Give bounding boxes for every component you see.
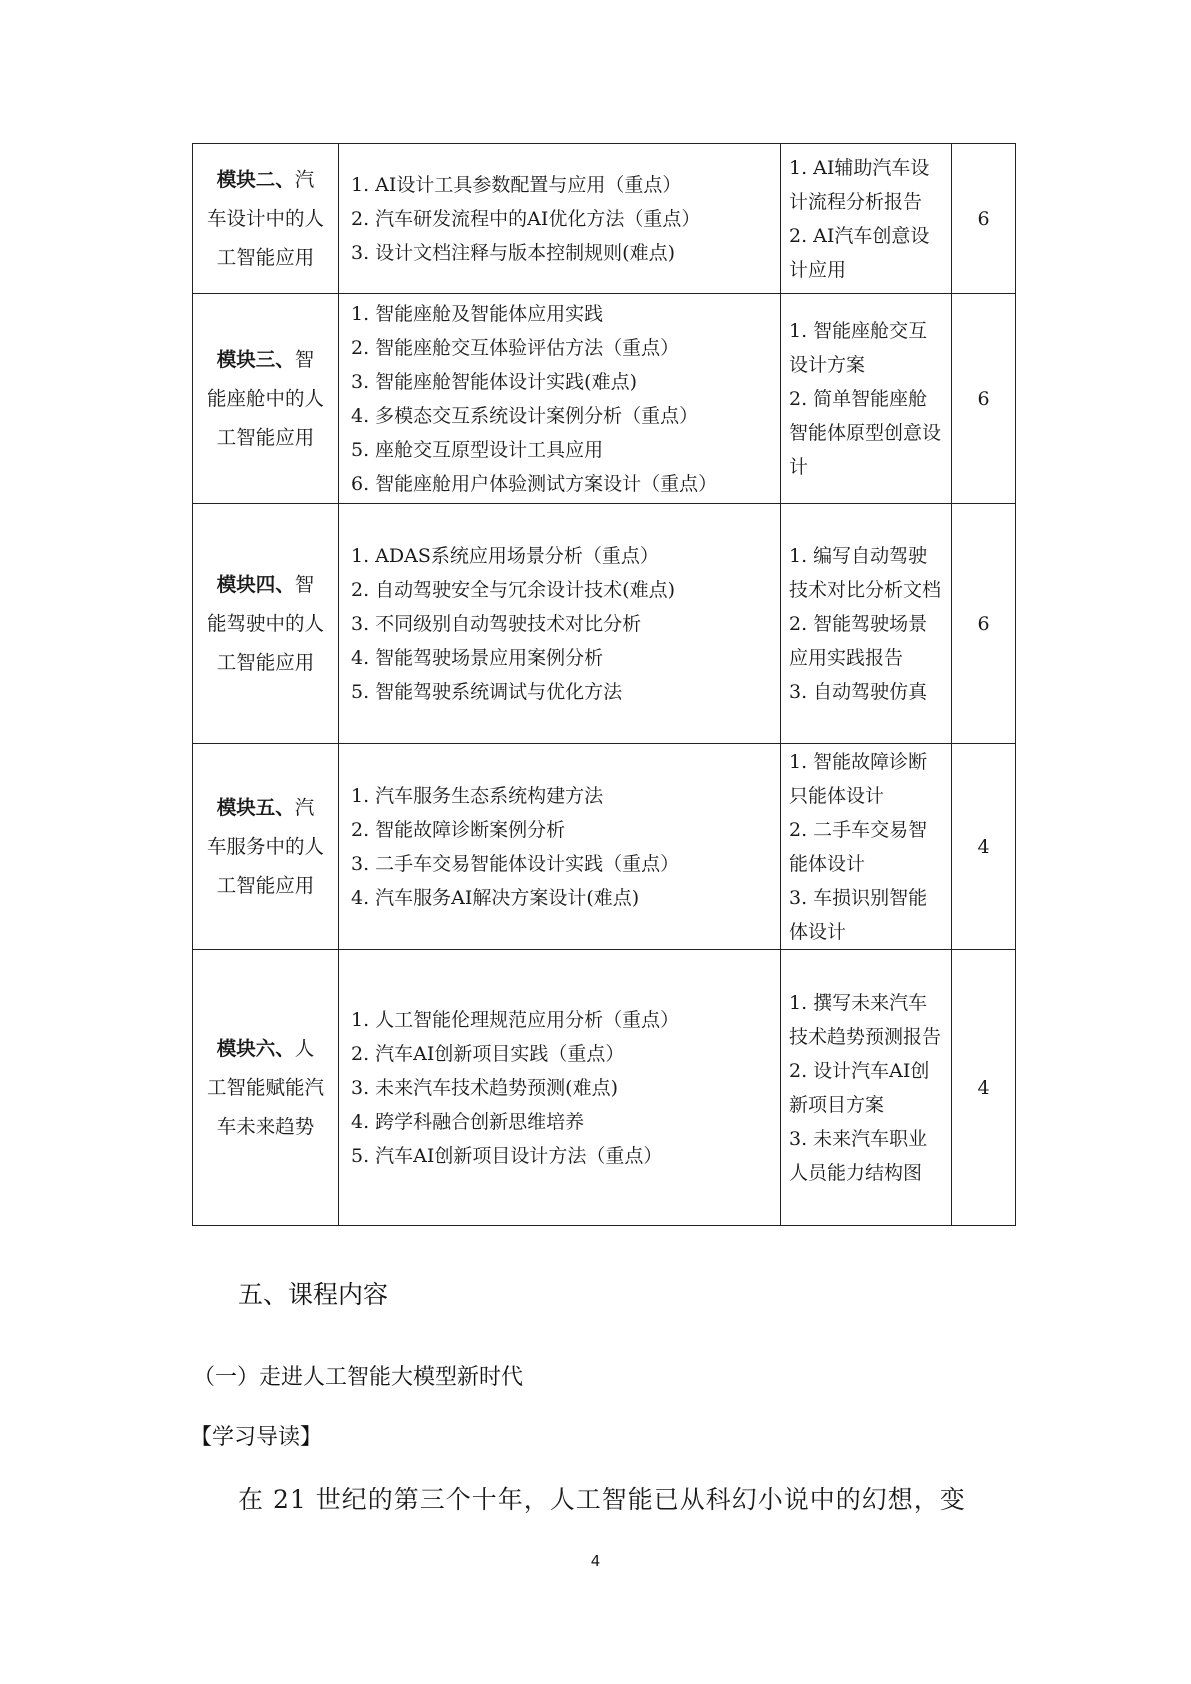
list-item: 2. 智能驾驶场景应用实践报告 (789, 612, 928, 669)
list-item: 3. 二手车交易智能体设计实践（重点） (351, 852, 680, 875)
list-item: 1. 人工智能伦理规范应用分析（重点） (351, 1008, 680, 1031)
module-hours-cell: 4 (952, 950, 1016, 1226)
list-item: 2. AI汽车创意设计应用 (789, 224, 930, 281)
module-content-cell (339, 950, 781, 1226)
list-item: 2. 汽车研发流程中的AI优化方法（重点） (351, 207, 701, 230)
list-item: 2. 二手车交易智能体设计 (789, 818, 928, 875)
list-item: 3. 未来汽车技术趋势预测(难点) (351, 1076, 618, 1099)
list-item: 1. 智能故障诊断只能体设计 (789, 750, 928, 807)
list-item: 1. 编写自动驾驶技术对比分析文档 (789, 544, 942, 601)
list-item: 1. 汽车服务生态系统构建方法 (351, 784, 604, 807)
list-item: 2. 智能故障诊断案例分析 (351, 818, 566, 841)
list-item: 1. AI设计工具参数配置与应用（重点） (351, 173, 682, 196)
module-task-cell (781, 950, 952, 1226)
module-hours-cell: 4 (952, 744, 1016, 950)
list-item: 2. 设计汽车AI创新项目方案 (789, 1059, 930, 1116)
module-name-cell: 模块二、汽车设计中的人工智能应用 (193, 144, 339, 294)
module-task-cell (781, 744, 952, 950)
list-item: 3. 设计文档注释与版本控制规则(难点) (351, 241, 675, 264)
list-item: 4. 汽车服务AI解决方案设计(难点) (351, 886, 640, 909)
module-task-cell (781, 294, 952, 504)
list-item: 6. 智能座舱用户体验测试方案设计（重点） (351, 472, 718, 495)
table-row (193, 744, 1016, 950)
list-item: 2. 智能座舱交互体验评估方法（重点） (351, 336, 680, 359)
subsection-title: （一）走进人工智能大模型新时代 (193, 1365, 524, 1390)
list-item: 5. 座舱交互原型设计工具应用 (351, 438, 604, 461)
module-hours-cell: 6 (952, 504, 1016, 744)
list-item: 3. 不同级别自动驾驶技术对比分析 (351, 612, 642, 635)
module-content-cell (339, 744, 781, 950)
module-name-cell: 模块四、智能驾驶中的人工智能应用 (193, 504, 339, 744)
module-task-cell (781, 504, 952, 744)
course-module-table (192, 143, 1016, 1226)
list-item: 5. 汽车AI创新项目设计方法（重点） (351, 1144, 663, 1167)
list-item: 1. 智能座舱及智能体应用实践 (351, 302, 604, 325)
list-item: 2. 自动驾驶安全与冗余设计技术(难点) (351, 578, 675, 601)
list-item: 1. 撰写未来汽车技术趋势预测报告 (789, 991, 942, 1048)
table-row (193, 144, 1016, 294)
list-item: 3. 自动驾驶仿真 (789, 680, 928, 703)
list-item: 3. 智能座舱智能体设计实践(难点) (351, 370, 637, 393)
module-content-cell (339, 504, 781, 744)
list-item: 3. 车损识别智能体设计 (789, 886, 928, 943)
list-item: 4. 跨学科融合创新思维培养 (351, 1110, 585, 1133)
module-content-cell (339, 294, 781, 504)
learning-guide-label: 【学习导读】 (190, 1425, 323, 1450)
list-item: 5. 智能驾驶系统调试与优化方法 (351, 680, 623, 703)
module-hours-cell: 6 (952, 144, 1016, 294)
list-item: 1. ADAS系统应用场景分析（重点） (351, 544, 659, 567)
module-name-cell: 模块五、汽车服务中的人工智能应用 (193, 744, 339, 950)
list-item: 2. 汽车AI创新项目实践（重点） (351, 1042, 625, 1065)
section-title: 五、课程内容 (238, 1280, 389, 1309)
list-item: 4. 多模态交互系统设计案例分析（重点） (351, 404, 699, 427)
list-item: 1. 智能座舱交互设计方案 (789, 319, 928, 376)
table-row (193, 950, 1016, 1226)
module-hours-cell: 6 (952, 294, 1016, 504)
table-row (193, 294, 1016, 504)
list-item: 3. 未来汽车职业人员能力结构图 (789, 1127, 928, 1184)
module-name-cell: 模块六、人工智能赋能汽车未来趋势 (193, 950, 339, 1226)
module-task-cell (781, 144, 952, 294)
module-content-cell (339, 144, 781, 294)
list-item: 2. 简单智能座舱智能体原型创意设计 (789, 387, 942, 478)
page-number: 4 (590, 1552, 601, 1570)
module-name-cell: 模块三、智能座舱中的人工智能应用 (193, 294, 339, 504)
list-item: 1. AI辅助汽车设计流程分析报告 (789, 156, 930, 213)
table-row (193, 504, 1016, 744)
body-paragraph: 在 21 世纪的第三个十年，人工智能已从科幻小说中的幻想，变 (238, 1485, 966, 1514)
list-item: 4. 智能驾驶场景应用案例分析 (351, 646, 604, 669)
